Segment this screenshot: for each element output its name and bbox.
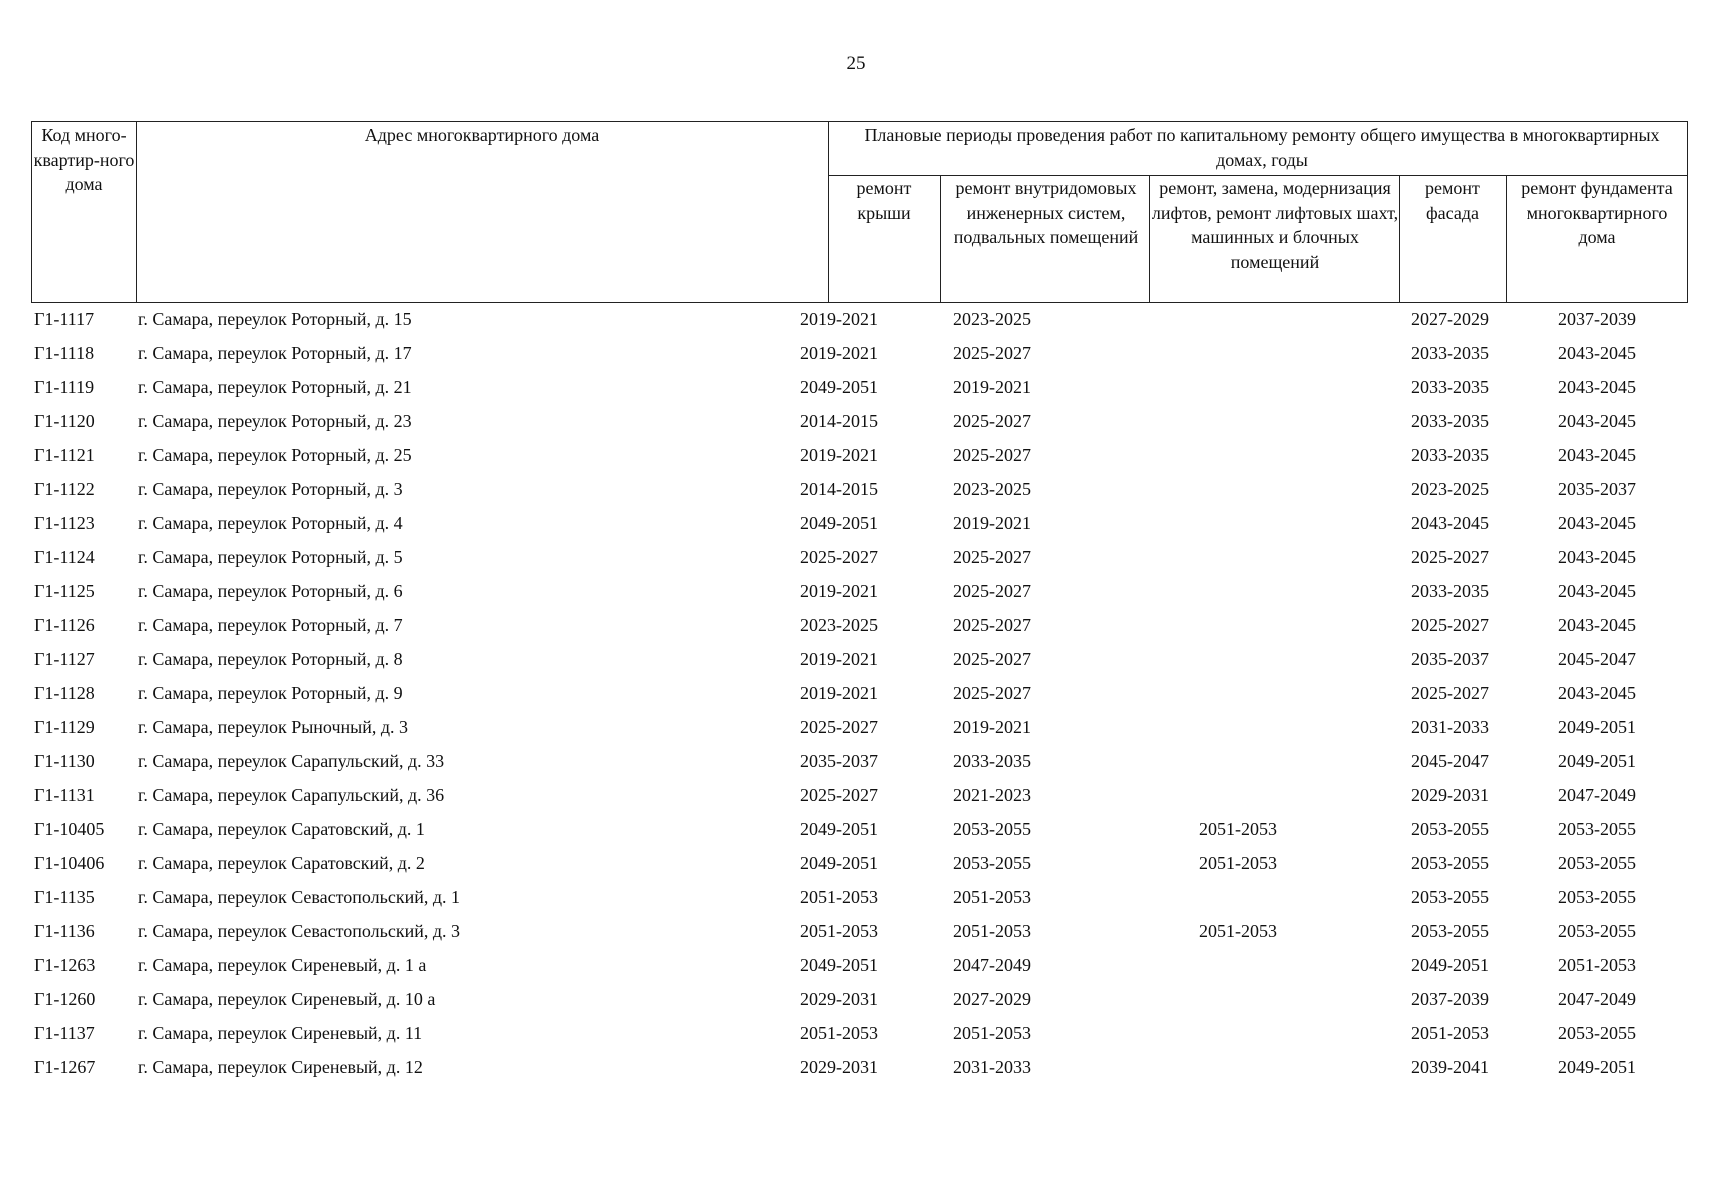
cell-facade: 2033-2035 [1411, 343, 1489, 363]
table-row [31, 371, 1688, 405]
cell-address: г. Самара, переулок Сиреневый, д. 12 [138, 1057, 423, 1077]
cell-address: г. Самара, переулок Роторный, д. 17 [138, 343, 412, 363]
page-number: 25 [846, 53, 866, 74]
cell-roof: 2014-2015 [800, 479, 878, 499]
cell-facade: 2045-2047 [1411, 751, 1489, 771]
cell-code: Г1-1260 [34, 989, 96, 1009]
cell-address: г. Самара, переулок Севастопольский, д. 1 [138, 887, 461, 907]
cell-code: Г1-1137 [34, 1023, 95, 1043]
table-row [31, 575, 1688, 609]
cell-engineering: 2023-2025 [953, 479, 1031, 499]
cell-foundation: 2043-2045 [1558, 343, 1636, 363]
cell-roof: 2051-2053 [800, 1023, 878, 1043]
cell-foundation: 2043-2045 [1558, 377, 1636, 397]
cell-address: г. Самара, переулок Сарапульский, д. 33 [138, 751, 445, 771]
cell-code: Г1-1130 [34, 751, 95, 771]
header-code: Код много-квартир-ного дома [33, 125, 135, 194]
cell-code: Г1-1118 [34, 343, 95, 363]
cell-facade: 2029-2031 [1411, 785, 1489, 805]
cell-facade: 2043-2045 [1411, 513, 1489, 533]
cell-roof: 2019-2021 [800, 309, 878, 329]
cell-engineering: 2025-2027 [953, 683, 1031, 703]
header-periods-group: Плановые периоды проведения работ по капитальному ремонту общего имущества в многоквартирных домах, годы [864, 125, 1660, 170]
table-row [31, 609, 1688, 643]
cell-address: г. Самара, переулок Роторный, д. 21 [138, 377, 412, 397]
cell-address: г. Самара, переулок Роторный, д. 5 [138, 547, 403, 567]
cell-roof: 2025-2027 [800, 717, 878, 737]
cell-facade: 2039-2041 [1411, 1057, 1489, 1077]
table-row [31, 541, 1688, 575]
cell-foundation: 2035-2037 [1558, 479, 1636, 499]
cell-code: Г1-1127 [34, 649, 95, 669]
cell-address: г. Самара, переулок Роторный, д. 15 [138, 309, 412, 329]
header-foundation: ремонт фундамента многоквартирного дома [1521, 178, 1673, 247]
cell-engineering: 2025-2027 [953, 581, 1031, 601]
cell-engineering: 2021-2023 [953, 785, 1031, 805]
cell-facade: 2051-2053 [1411, 1023, 1489, 1043]
table-row [31, 405, 1688, 439]
cell-foundation: 2043-2045 [1558, 513, 1636, 533]
cell-foundation: 2043-2045 [1558, 445, 1636, 465]
cell-address: г. Самара, переулок Сиреневый, д. 1 а [138, 955, 427, 975]
cell-roof: 2019-2021 [800, 649, 878, 669]
cell-address: г. Самара, переулок Роторный, д. 23 [138, 411, 412, 431]
cell-roof: 2049-2051 [800, 513, 878, 533]
header-divider [136, 122, 137, 302]
table-row [31, 1051, 1688, 1085]
table-row [31, 847, 1688, 881]
cell-facade: 2033-2035 [1411, 581, 1489, 601]
cell-facade: 2037-2039 [1411, 989, 1489, 1009]
cell-roof: 2023-2025 [800, 615, 878, 635]
cell-facade: 2035-2037 [1411, 649, 1489, 669]
table-row [31, 677, 1688, 711]
cell-engineering: 2051-2053 [953, 921, 1031, 941]
cell-foundation: 2047-2049 [1558, 989, 1636, 1009]
table-row [31, 473, 1688, 507]
cell-foundation: 2053-2055 [1558, 887, 1636, 907]
cell-address: г. Самара, переулок Роторный, д. 7 [138, 615, 403, 635]
table-row [31, 1017, 1688, 1051]
cell-code: Г1-10405 [34, 819, 105, 839]
table-row [31, 643, 1688, 677]
cell-engineering: 2047-2049 [953, 955, 1031, 975]
cell-foundation: 2049-2051 [1558, 717, 1636, 737]
cell-code: Г1-1263 [34, 955, 96, 975]
cell-engineering: 2025-2027 [953, 445, 1031, 465]
cell-foundation: 2049-2051 [1558, 751, 1636, 771]
cell-engineering: 2019-2021 [953, 717, 1031, 737]
cell-facade: 2053-2055 [1411, 887, 1489, 907]
cell-facade: 2033-2035 [1411, 445, 1489, 465]
cell-facade: 2033-2035 [1411, 377, 1489, 397]
cell-roof: 2049-2051 [800, 819, 878, 839]
cell-facade: 2025-2027 [1411, 615, 1489, 635]
header-divider [940, 175, 941, 302]
cell-facade: 2053-2055 [1411, 819, 1489, 839]
cell-roof: 2014-2015 [800, 411, 878, 431]
cell-engineering: 2051-2053 [953, 1023, 1031, 1043]
header-address: Адрес многоквартирного дома [364, 125, 600, 145]
cell-facade: 2023-2025 [1411, 479, 1489, 499]
table-row [31, 745, 1688, 779]
cell-facade: 2049-2051 [1411, 955, 1489, 975]
capital-repair-table [31, 121, 1688, 1085]
cell-foundation: 2037-2039 [1558, 309, 1636, 329]
cell-code: Г1-1267 [34, 1057, 96, 1077]
cell-engineering: 2027-2029 [953, 989, 1031, 1009]
cell-code: Г1-1120 [34, 411, 95, 431]
cell-foundation: 2053-2055 [1558, 921, 1636, 941]
cell-facade: 2033-2035 [1411, 411, 1489, 431]
cell-foundation: 2053-2055 [1558, 1023, 1636, 1043]
cell-roof: 2035-2037 [800, 751, 878, 771]
cell-roof: 2025-2027 [800, 547, 878, 567]
cell-code: Г1-1125 [34, 581, 95, 601]
cell-elevators: 2051-2053 [1199, 921, 1277, 941]
cell-roof: 2025-2027 [800, 785, 878, 805]
table-body [31, 303, 1688, 1085]
table-row [31, 915, 1688, 949]
cell-roof: 2051-2053 [800, 921, 878, 941]
cell-foundation: 2043-2045 [1558, 581, 1636, 601]
cell-code: Г1-1129 [34, 717, 95, 737]
cell-address: г. Самара, переулок Роторный, д. 25 [138, 445, 412, 465]
cell-address: г. Самара, переулок Сарапульский, д. 36 [138, 785, 445, 805]
cell-roof: 2029-2031 [800, 989, 878, 1009]
cell-roof: 2029-2031 [800, 1057, 878, 1077]
cell-engineering: 2053-2055 [953, 819, 1031, 839]
cell-foundation: 2045-2047 [1558, 649, 1636, 669]
cell-roof: 2051-2053 [800, 887, 878, 907]
header-divider [1149, 175, 1150, 302]
cell-code: Г1-1123 [34, 513, 95, 533]
cell-engineering: 2019-2021 [953, 377, 1031, 397]
cell-engineering: 2025-2027 [953, 411, 1031, 431]
cell-facade: 2053-2055 [1411, 921, 1489, 941]
cell-address: г. Самара, переулок Роторный, д. 6 [138, 581, 403, 601]
cell-address: г. Самара, переулок Сиреневый, д. 11 [138, 1023, 423, 1043]
cell-engineering: 2033-2035 [953, 751, 1031, 771]
cell-foundation: 2043-2045 [1558, 683, 1636, 703]
cell-foundation: 2051-2053 [1558, 955, 1636, 975]
cell-engineering: 2025-2027 [953, 649, 1031, 669]
cell-address: г. Самара, переулок Саратовский, д. 1 [138, 819, 425, 839]
cell-address: г. Самара, переулок Саратовский, д. 2 [138, 853, 425, 873]
table-row [31, 303, 1688, 337]
cell-roof: 2049-2051 [800, 853, 878, 873]
table-row [31, 949, 1688, 983]
cell-facade: 2053-2055 [1411, 853, 1489, 873]
header-elevators: ремонт, замена, модернизация лифтов, ремонт лифтовых шахт, машинных и блочных помещений [1151, 178, 1399, 272]
cell-roof: 2019-2021 [800, 445, 878, 465]
cell-address: г. Самара, переулок Роторный, д. 9 [138, 683, 403, 703]
table-row [31, 507, 1688, 541]
table-row [31, 813, 1688, 847]
cell-engineering: 2025-2027 [953, 615, 1031, 635]
cell-code: Г1-1136 [34, 921, 95, 941]
cell-engineering: 2019-2021 [953, 513, 1031, 533]
cell-engineering: 2025-2027 [953, 547, 1031, 567]
cell-facade: 2025-2027 [1411, 683, 1489, 703]
cell-foundation: 2053-2055 [1558, 853, 1636, 873]
cell-address: г. Самара, переулок Роторный, д. 3 [138, 479, 403, 499]
cell-foundation: 2043-2045 [1558, 615, 1636, 635]
cell-engineering: 2051-2053 [953, 887, 1031, 907]
cell-address: г. Самара, переулок Роторный, д. 4 [138, 513, 403, 533]
cell-foundation: 2049-2051 [1558, 1057, 1636, 1077]
cell-code: Г1-10406 [34, 853, 105, 873]
cell-address: г. Самара, переулок Роторный, д. 8 [138, 649, 403, 669]
table-row [31, 779, 1688, 813]
cell-elevators: 2051-2053 [1199, 819, 1277, 839]
cell-code: Г1-1122 [34, 479, 95, 499]
cell-roof: 2019-2021 [800, 343, 878, 363]
cell-code: Г1-1117 [34, 309, 95, 329]
cell-code: Г1-1119 [34, 377, 95, 397]
cell-foundation: 2043-2045 [1558, 547, 1636, 567]
header-engineering: ремонт внутридомовых инженерных систем, подвальных помещений [953, 178, 1139, 247]
cell-engineering: 2023-2025 [953, 309, 1031, 329]
header-roof: ремонт крыши [856, 178, 912, 223]
table-row [31, 439, 1688, 473]
cell-address: г. Самара, переулок Сиреневый, д. 10 а [138, 989, 436, 1009]
table-row [31, 983, 1688, 1017]
cell-code: Г1-1128 [34, 683, 95, 703]
cell-roof: 2019-2021 [800, 581, 878, 601]
cell-code: Г1-1126 [34, 615, 95, 635]
cell-roof: 2019-2021 [800, 683, 878, 703]
cell-engineering: 2025-2027 [953, 343, 1031, 363]
table-row [31, 711, 1688, 745]
cell-engineering: 2053-2055 [953, 853, 1031, 873]
cell-foundation: 2053-2055 [1558, 819, 1636, 839]
table-row [31, 337, 1688, 371]
cell-elevators: 2051-2053 [1199, 853, 1277, 873]
cell-facade: 2027-2029 [1411, 309, 1489, 329]
cell-foundation: 2043-2045 [1558, 411, 1636, 431]
cell-foundation: 2047-2049 [1558, 785, 1636, 805]
cell-facade: 2025-2027 [1411, 547, 1489, 567]
table-row [31, 881, 1688, 915]
cell-roof: 2049-2051 [800, 377, 878, 397]
cell-address: г. Самара, переулок Севастопольский, д. 3 [138, 921, 461, 941]
cell-address: г. Самара, переулок Рыночный, д. 3 [138, 717, 409, 737]
cell-code: Г1-1131 [34, 785, 95, 805]
cell-roof: 2049-2051 [800, 955, 878, 975]
cell-facade: 2031-2033 [1411, 717, 1489, 737]
header-facade: ремонт фасада [1425, 178, 1480, 223]
cell-engineering: 2031-2033 [953, 1057, 1031, 1077]
cell-code: Г1-1124 [34, 547, 95, 567]
cell-code: Г1-1135 [34, 887, 95, 907]
table-header [31, 121, 1688, 303]
cell-code: Г1-1121 [34, 445, 95, 465]
